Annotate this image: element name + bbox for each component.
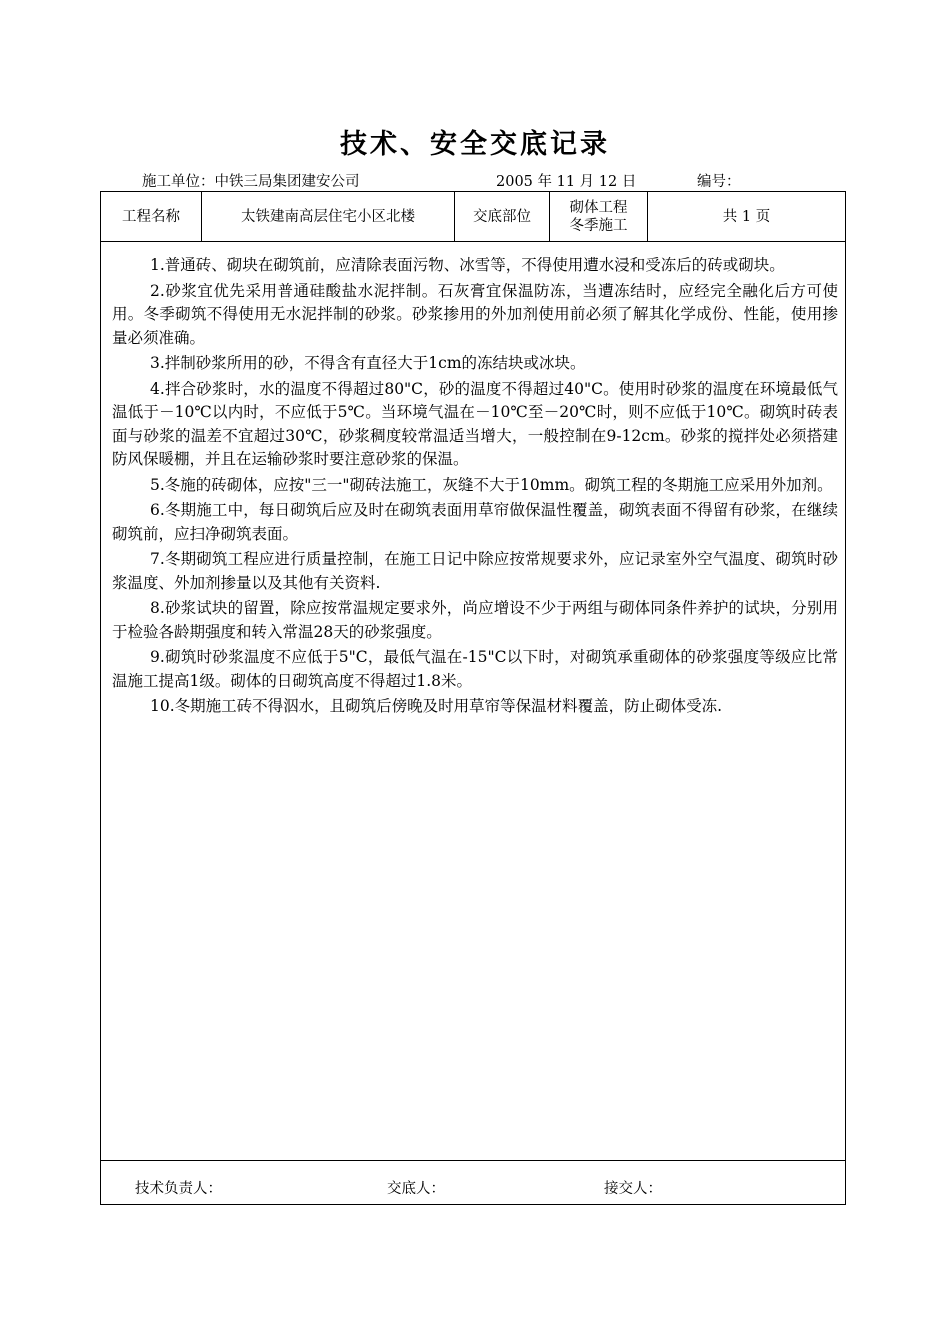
project-name-label: 工程名称	[122, 208, 180, 225]
document-title: 技术、安全交底记录	[340, 129, 610, 160]
project-name-value: 太铁建南高层住宅小区北楼	[241, 208, 415, 225]
tech-lead-signature-label: 技术负责人：	[135, 1181, 222, 1197]
content-item: 1.普通砖、砌块在砌筑前，应清除表面污物、冰雪等，不得使用遭水浸和受冻后的砖或砌块。	[150, 256, 785, 274]
construction-unit: 施工单位：中铁三局集团建安公司	[142, 174, 360, 190]
header-row	[101, 192, 845, 242]
document-date: 2005 年 11 月 12 日	[496, 174, 637, 190]
handover-part-label: 交底部位	[473, 208, 531, 225]
content-item: 8.砂浆试块的留置，除应按常温规定要求外，尚应增设不少于两组与砌体同条件养护的试块，分别用于检验各龄期强度和转入常温28天的砂浆强度。	[112, 599, 838, 641]
content-item: 3.拌制砂浆所用的砂，不得含有直径大于1cm的冻结块或冰块。	[150, 354, 586, 372]
content-item: 4.拌合砂浆时，水的温度不得超过80"C，砂的温度不得超过40"C。使用时砂浆的温度在环境最低气温低于－10℃以内时，不应低于5℃。当环境气温在－10℃至－20℃时，则不应低于10℃。砌筑时砖表面与砂浆的温差不宜超过30℃，砂浆稠度较常温适当增大，一般控制在9-12cm。砂浆的搅拌处必须搭建防风保暖棚，并且在运输砂浆时要注意砂浆的保温。	[112, 379, 838, 468]
content-item: 5.冬施的砖砌体，应按"三一"砌砖法施工，灰缝不大于10mm。砌筑工程的冬期施工应采用外加剂。	[150, 475, 833, 494]
content-item: 10.冬期施工砖不得泅水，且砌筑后傍晚及时用草帘等保温材料覆盖，防止砌体受冻.	[150, 697, 723, 715]
receiver-signature-label: 接交人：	[604, 1181, 662, 1197]
record-table	[100, 191, 846, 1205]
content-item: 2.砂浆宜优先采用普通硅酸盐水泥拌制。石灰膏宜保温防冻，当遭冻结时，应经完全融化后方可使用。冬季砌筑不得使用无水泥拌制的砂浆。砂浆掺用的外加剂使用前必须了解其化学成份、性能，使用掺量必须准确。	[112, 281, 838, 347]
handover-content	[112, 254, 838, 721]
content-item: 6.冬期施工中，每日砌筑后应及时在砌筑表面用草帘做保温性覆盖，砌筑表面不得留有砂浆，在继续砌筑前，应扫净砌筑表面。	[112, 501, 838, 543]
handover-part-line-2: 冬季施工	[569, 217, 628, 234]
signature-row	[101, 1160, 845, 1205]
presenter-signature-label: 交底人：	[387, 1181, 445, 1197]
handover-part-value	[550, 192, 647, 241]
page-count: 共 1 页	[722, 208, 771, 225]
content-item: 7.冬期砌筑工程应进行质量控制，在施工日记中除应按常规要求外，应记录室外空气温度、砌筑时砂浆温度、外加剂掺量以及其他有关资料.	[112, 550, 838, 592]
content-item: 9.砌筑时砂浆温度不应低于5"C，最低气温在-15"C以下时，对砌筑承重砌体的砂浆强度等级应比常温施工提高1级。砌体的日砌筑高度不得超过1.8米。	[112, 648, 838, 690]
document-number-label: 编号：	[697, 174, 741, 190]
handover-part-line-1: 砌体工程	[569, 199, 628, 216]
